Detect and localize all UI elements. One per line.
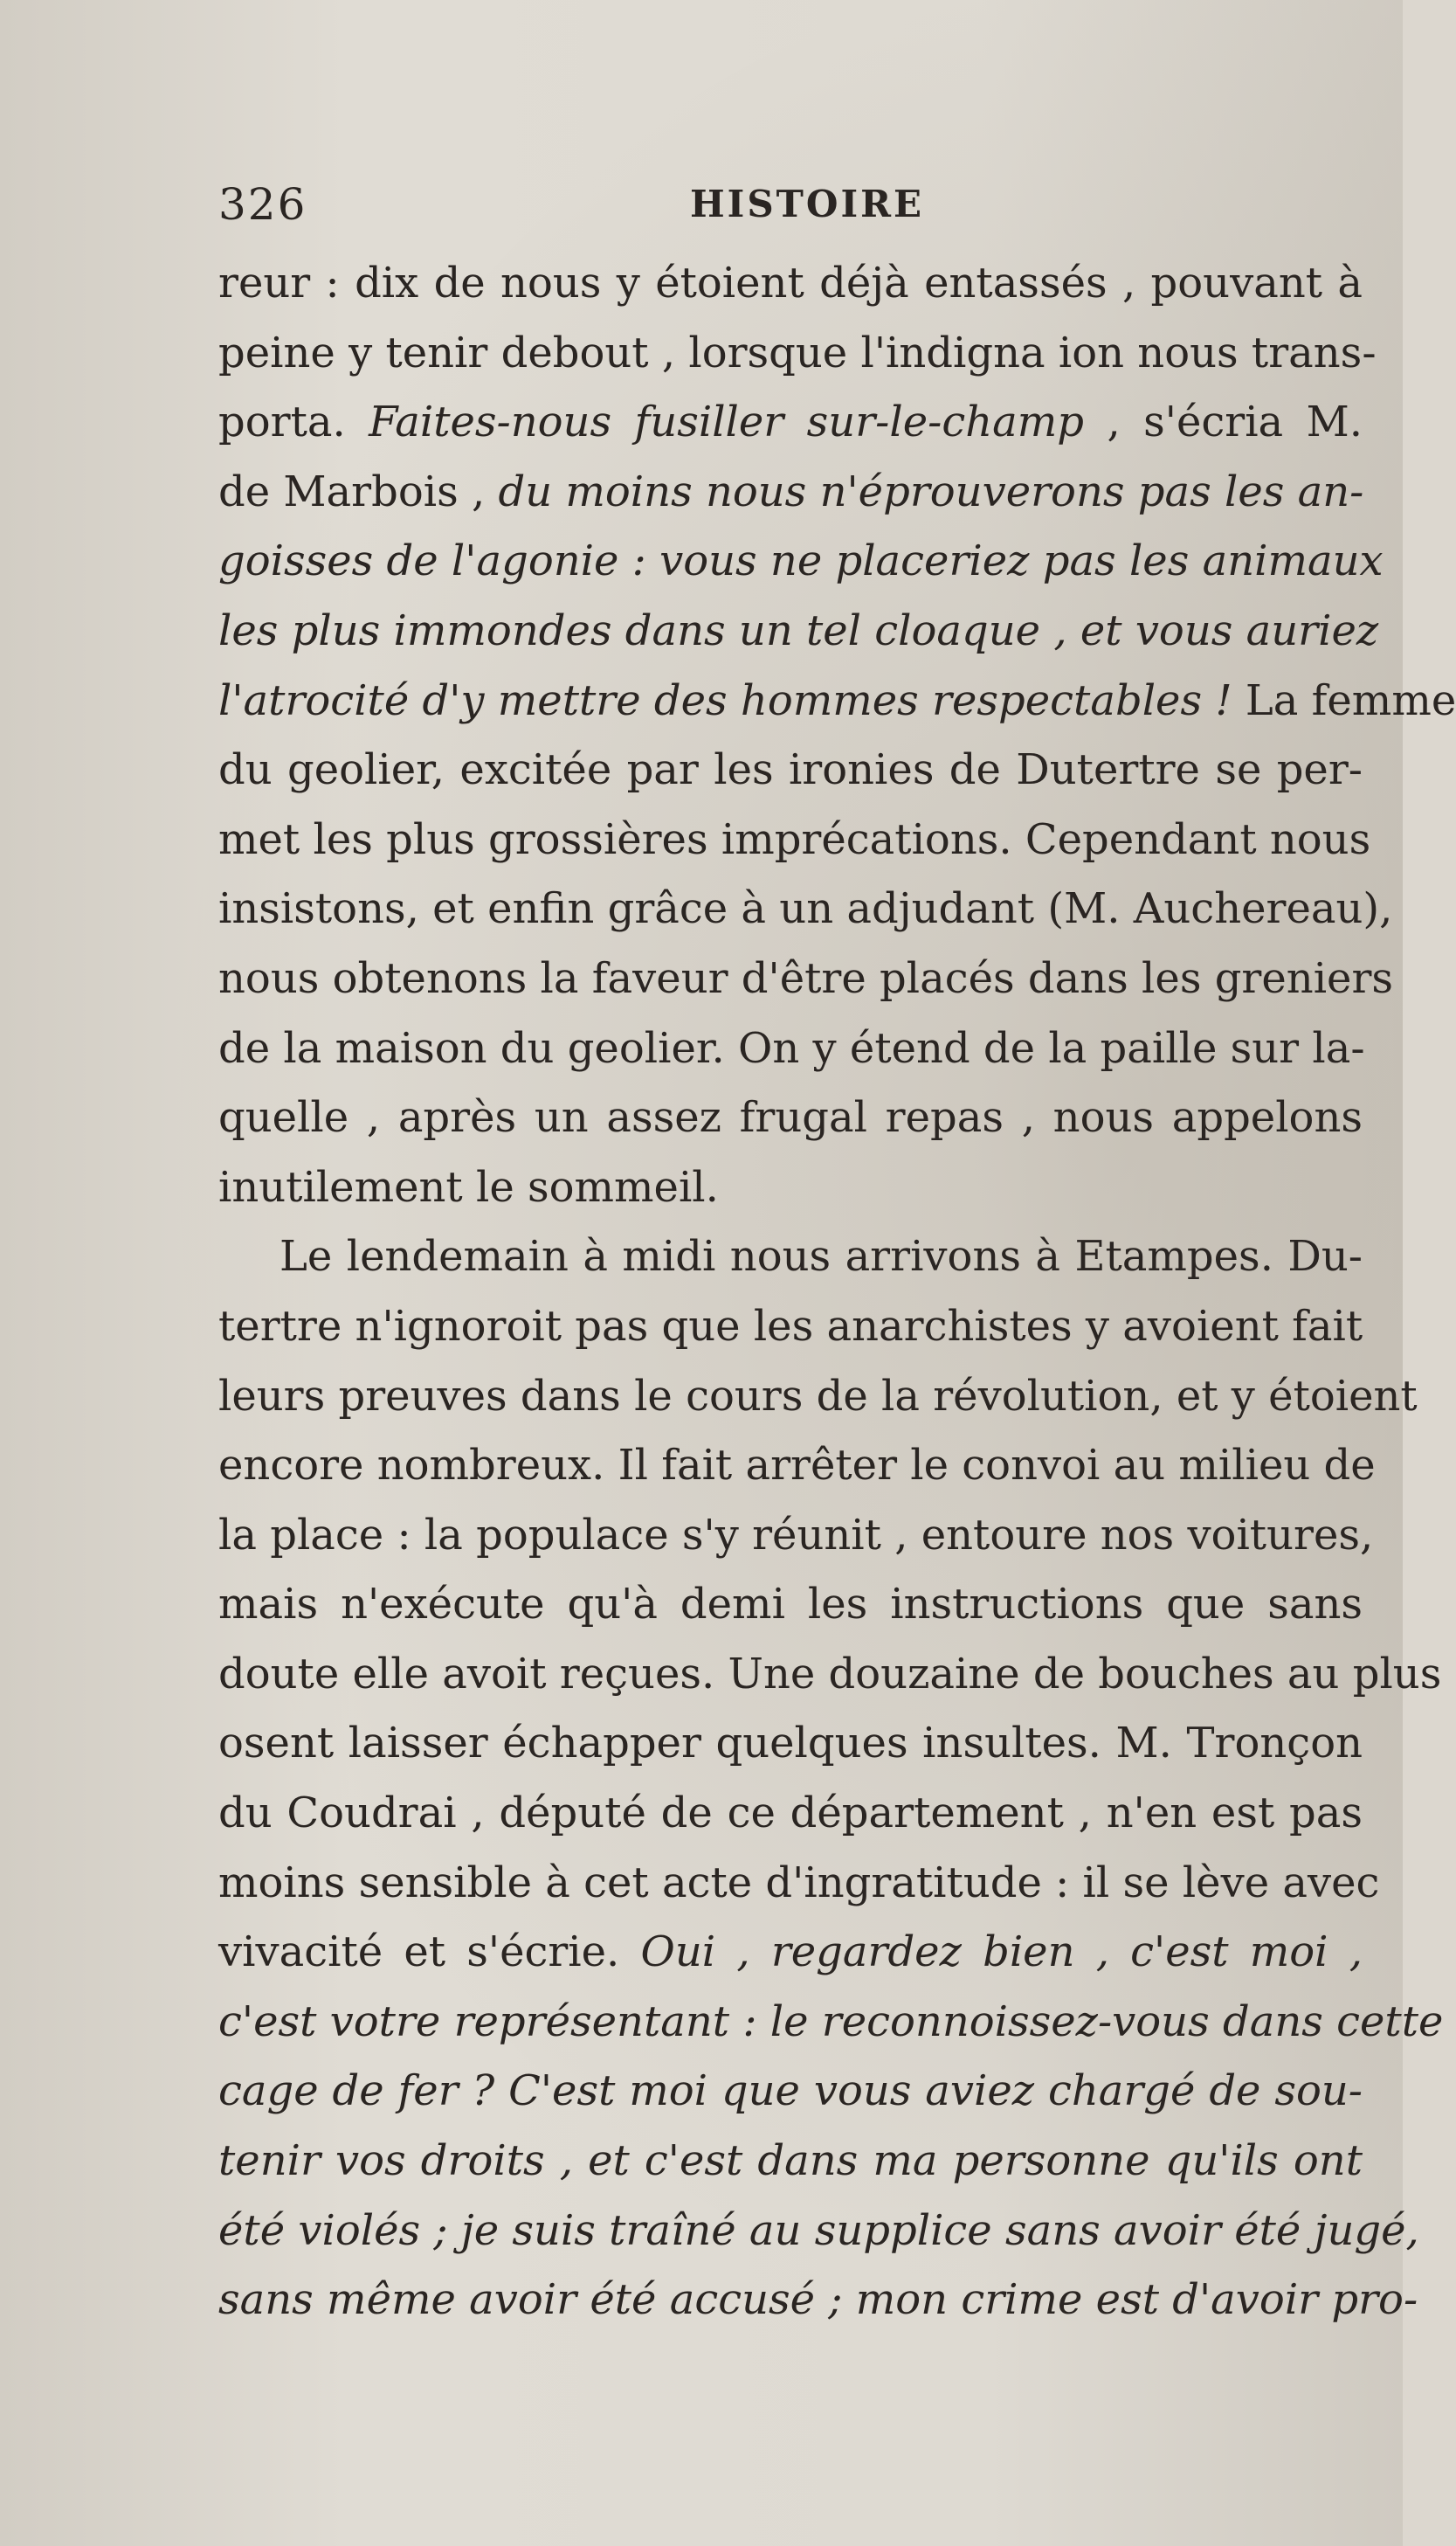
roman-run: insistons, et enfin grâce à un adjudant (M. Auchereau), (218, 884, 1393, 934)
page-header (218, 179, 1363, 249)
italic-run: du moins nous n'éprouverons pas les an- (498, 467, 1364, 516)
paragraph-1 (218, 249, 1456, 1222)
text-line (218, 1918, 1363, 1988)
text-line (218, 875, 1393, 944)
text-line (218, 2127, 1363, 2197)
roman-run: doute elle avoit reçues. Une douzaine de bouches au plus (218, 1649, 1442, 1698)
text-line (218, 1988, 1444, 2058)
text-line (218, 597, 1379, 667)
text-line (218, 1849, 1380, 1919)
text-line (218, 667, 1456, 737)
text-line (218, 1501, 1374, 1571)
roman-run: nous obtenons la faveur d'être placés dans les greniers (218, 953, 1394, 1003)
roman-run: de Marbois , (218, 467, 499, 516)
roman-run: leurs preuves dans le cours de la révolution, et y étoient (218, 1371, 1418, 1421)
roman-run: du geolier, excitée par les ironies de Dutertre se per- (218, 745, 1363, 795)
roman-run: met les plus grossières imprécations. Cependant nous (218, 814, 1371, 864)
text-line (218, 1292, 1363, 1362)
roman-run: tertre n'ignoroit pas que les anarchistes y avoient fait (218, 1301, 1363, 1351)
text-line (218, 249, 1363, 319)
italic-run: l'atrocité d'y mettre des hommes respectables ! (218, 675, 1232, 725)
text-line (218, 1709, 1363, 1779)
italic-run: goisses de l'agonie : vous ne placeriez pas les animaux (218, 536, 1384, 586)
text-line (218, 388, 1363, 458)
body-text (218, 249, 1456, 2335)
text-line (218, 2266, 1418, 2335)
italic-run: Oui , regardez bien , c'est moi , (640, 1927, 1363, 1977)
paragraph-2 (218, 1222, 1444, 2335)
text-line (218, 806, 1371, 875)
roman-run: porta. (218, 398, 369, 447)
text-line (218, 527, 1384, 597)
italic-run: tenir vos droits , et c'est dans ma personne qu'ils ont (218, 2136, 1363, 2186)
roman-run: Le lendemain à midi nous arrivons à Etampes. Du- (279, 1232, 1363, 1282)
text-line (218, 1153, 1363, 1223)
text-line (218, 2057, 1363, 2127)
roman-run: peine y tenir debout , lorsque l'indigna ion nous trans- (218, 328, 1377, 377)
text-line (218, 319, 1377, 389)
roman-run: la place : la populace s'y réunit , entoure nos voitures, (218, 1510, 1374, 1560)
text-line (218, 1014, 1363, 1084)
text-line (218, 458, 1363, 528)
running-title: HISTOIRE (690, 183, 925, 225)
text-line (218, 1222, 1363, 1292)
text-line (218, 1362, 1418, 1432)
roman-run: vivacité et s'écrie. (218, 1927, 641, 1977)
roman-run: mais n'exécute qu'à demi les instructions que sans (218, 1580, 1363, 1629)
roman-run: de la maison du geolier. On y étend de la paille sur la- (218, 1023, 1365, 1073)
italic-run: c'est votre représentant : le reconnoissez-vous dans cette (218, 1996, 1444, 2046)
text-line (218, 944, 1394, 1014)
italic-run: Faites-nous fusiller sur-le-champ (369, 398, 1085, 447)
italic-run: les plus immondes dans un tel cloaque , et vous auriez (218, 605, 1379, 655)
roman-run: moins sensible à cet acte d'ingratitude : il se lève avec (218, 1858, 1380, 1907)
roman-run: reur : dix de nous y étoient déjà entassés , pouvant à (218, 259, 1363, 308)
roman-run: inutilement le sommeil. (218, 1162, 719, 1212)
roman-run: osent laisser échapper quelques insultes. M. Tronçon (218, 1719, 1363, 1768)
text-line (218, 1779, 1363, 1849)
text-line (218, 1640, 1442, 1710)
roman-run: du Coudrai , député de ce département , n'en est pas (218, 1788, 1363, 1838)
text-line (218, 1570, 1363, 1640)
roman-run: La femme (1232, 675, 1456, 725)
text-line (218, 1431, 1376, 1501)
italic-run: sans même avoir été accusé ; mon crime est d'avoir pro- (218, 2275, 1418, 2325)
text-line (218, 2197, 1419, 2266)
text-line (218, 736, 1363, 806)
text-line (218, 1083, 1363, 1153)
italic-run: cage de fer ? C'est moi que vous aviez chargé de sou- (218, 2066, 1363, 2116)
roman-run: , s'écria M. (1084, 398, 1363, 447)
roman-run: encore nombreux. Il fait arrêter le convoi au milieu de (218, 1441, 1376, 1491)
roman-run: quelle , après un assez frugal repas , nous appelons (218, 1093, 1363, 1143)
italic-run: été violés ; je suis traîné au supplice sans avoir été jugé, (218, 2205, 1419, 2255)
page-number: 326 (218, 179, 307, 230)
